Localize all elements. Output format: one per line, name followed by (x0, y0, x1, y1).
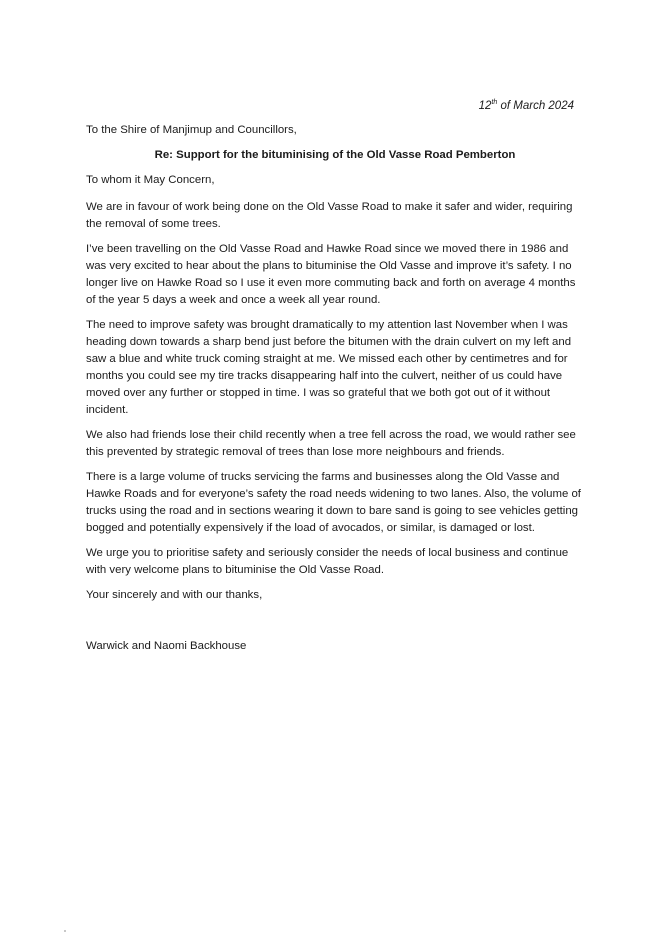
paragraph-3: The need to improve safety was brought dramatically to my attention last November when I was heading down towards a sharp bend just before the bitumen with the drain culvert on my left and saw a blue and white truck coming straight at me. We missed each other by centimetres and for months you could see my tire tracks disappearing half into the culvert, neither of us could have moved over any further or stopped in time. I was so grateful that we both got out of it without incident. (86, 319, 572, 416)
closing-line: Your sincerely and with our thanks, (86, 589, 263, 601)
scan-artifact (64, 930, 66, 932)
paragraph-2: I’ve been travelling on the Old Vasse Road and Hawke Road since we moved there in 1986 and was very excited to hear about the plans to bituminise the Old Vasse and improve it’s safety. I no longer live on Hawke Road so I use it even more commuting back and forth on average 4 months of the year 5 days a week and once a week all year round. (86, 243, 576, 306)
paragraph-1: We are in favour of work being done on the Old Vasse Road to make it safer and wider, requiring the removal of some trees. (86, 201, 573, 230)
addressee: To the Shire of Manjimup and Councillors, (86, 124, 297, 136)
letter-date (479, 99, 574, 113)
date-day: 12 (478, 100, 492, 112)
paragraph-6: We urge you to prioritise safety and seriously consider the needs of local business and continue with very welcome plans to bituminise the Old Vasse Road. (86, 547, 569, 576)
signature: Warwick and Naomi Backhouse (86, 640, 247, 652)
date-suffix: th (491, 99, 498, 106)
subject-line: Re: Support for the bituminising of the Old Vasse Road Pemberton (154, 149, 516, 161)
salutation: To whom it May Concern, (86, 174, 215, 186)
paragraph-5: There is a large volume of trucks servicing the farms and businesses along the Old Vasse and Hawke Roads and for everyone’s safety the road needs widening to two lanes. Also, the volume of trucks using the road and in sections wearing it down to bare sand is going to see vehicles getting bogged and potentially expensively if the load of avocados, or similar, is damaged or lost. (86, 471, 581, 534)
paragraph-4: We also had friends lose their child recently when a tree fell across the road, we would rather see this prevented by strategic removal of trees than lose more neighbours and friends. (86, 429, 576, 458)
letter-body (86, 122, 584, 663)
date-rest: of March 2024 (497, 100, 574, 112)
